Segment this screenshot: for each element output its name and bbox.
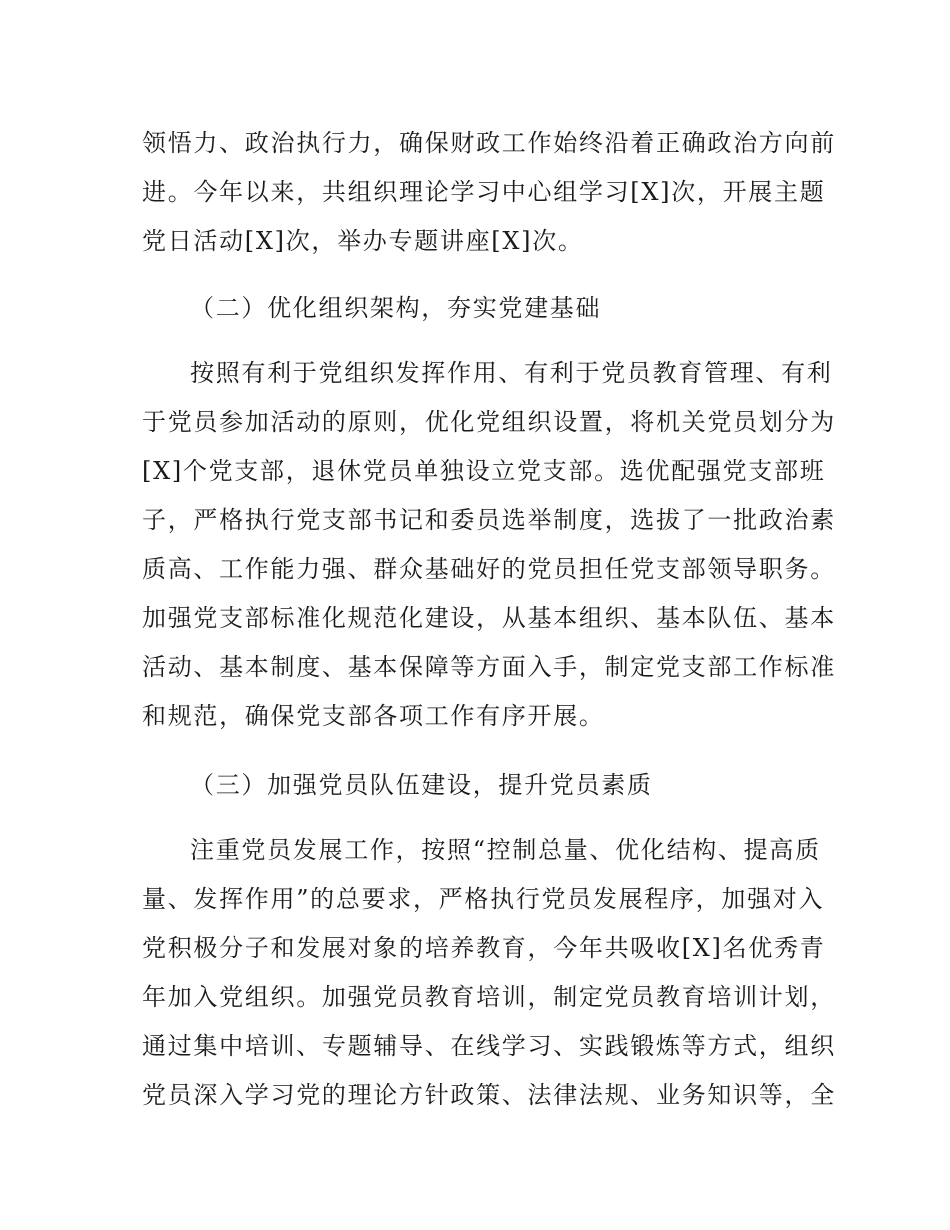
- text-line: 质高、工作能力强、群众基础好的党员担任党支部领导职务。: [142, 555, 836, 583]
- text-line: 进。今年以来，共组织理论学习中心组学习[X]次，开展主题: [142, 178, 826, 206]
- text-line: 于党员参加活动的原则，优化党组织设置，将机关党员划分为: [142, 408, 836, 436]
- text-line: 年加入党组织。加强党员教育培训，制定党员教育培训计划，: [142, 983, 836, 1011]
- text-line: [X]个党支部，退休党员单独设立党支部。选优配强党支部班: [142, 457, 826, 485]
- text-line: 和规范，确保党支部各项工作有序开展。: [142, 702, 605, 730]
- text-line: 加强党支部标准化规范化建设，从基本组织、基本队伍、基本: [142, 604, 836, 632]
- section-heading: （二）优化组织架构，夯实党建基础: [190, 294, 602, 322]
- text-line: 党积极分子和发展对象的培养教育，今年共吸收[X]名优秀青: [142, 934, 826, 962]
- text-line: 注重党员发展工作，按照“控制总量、优化结构、提高质: [190, 836, 821, 864]
- text-line: 活动、基本制度、基本保障等方面入手，制定党支部工作标准: [142, 653, 836, 681]
- text-line: 党日活动[X]次，举办专题讲座[X]次。: [142, 227, 584, 255]
- text-line: 子，严格执行党支部书记和委员选举制度，选拔了一批政治素: [142, 506, 836, 534]
- text-line: 按照有利于党组织发挥作用、有利于党员教育管理、有利: [190, 359, 833, 387]
- text-line: 量、发挥作用”的总要求，严格执行党员发展程序，加强对入: [142, 885, 825, 913]
- text-line: 领悟力、政治执行力，确保财政工作始终沿着正确政治方向前: [142, 129, 836, 157]
- text-line: 党员深入学习党的理论方针政策、法律法规、业务知识等，全: [142, 1081, 836, 1109]
- section-heading: （三）加强党员队伍建设，提升党员素质: [190, 771, 653, 799]
- text-line: 通过集中培训、专题辅导、在线学习、实践锻炼等方式，组织: [142, 1032, 836, 1060]
